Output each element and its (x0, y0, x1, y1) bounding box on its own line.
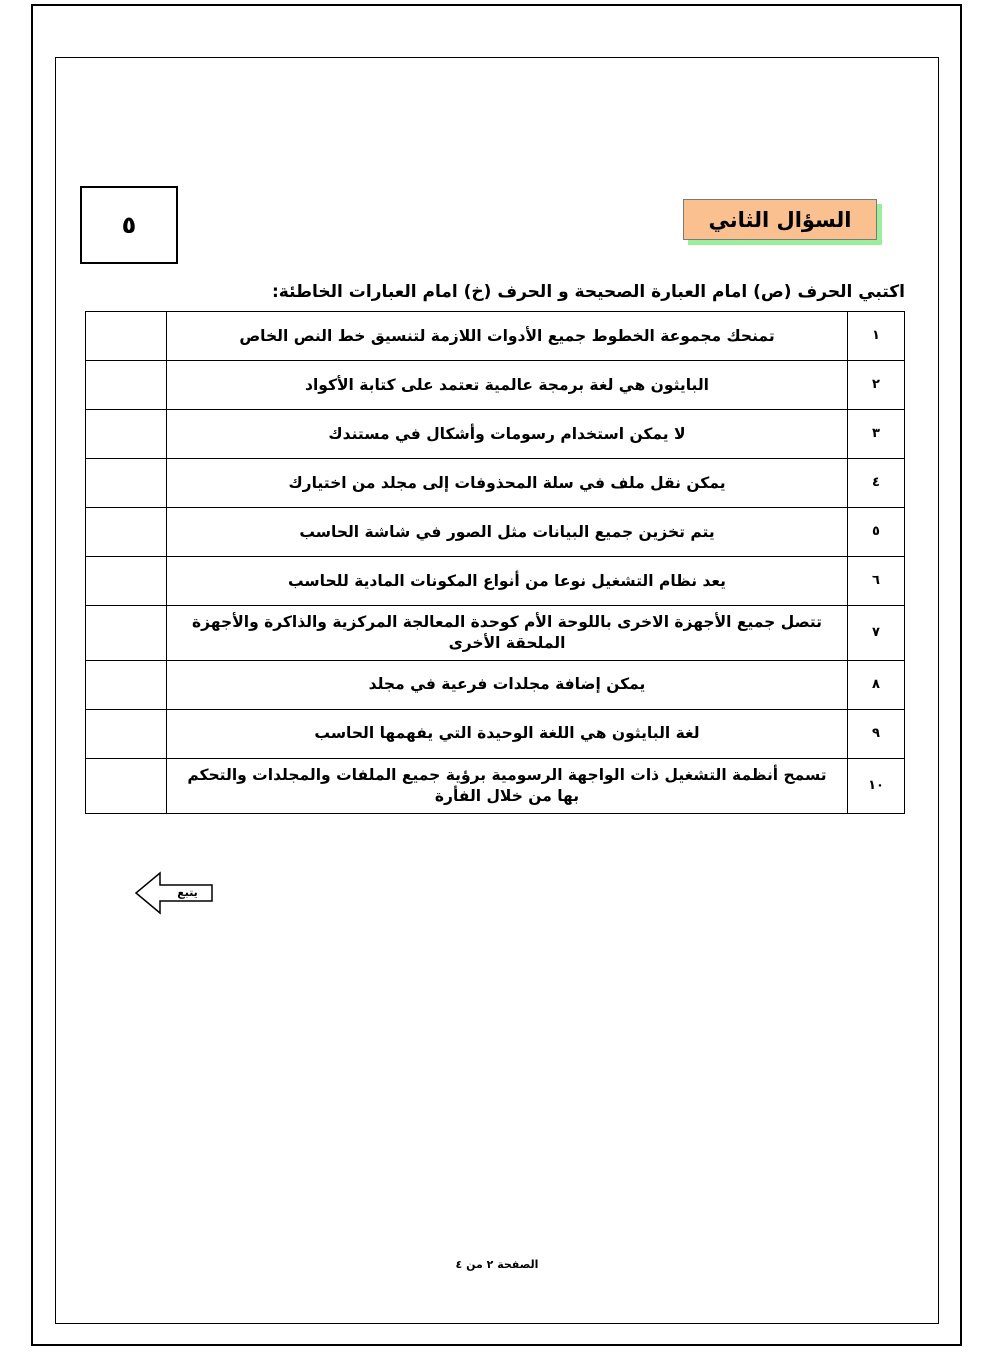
statements-table (85, 311, 905, 814)
row-answer[interactable] (86, 606, 167, 661)
row-number: ٦ (848, 557, 905, 606)
row-number: ٧ (848, 606, 905, 661)
row-number: ٥ (848, 508, 905, 557)
row-number: ١٠ (848, 758, 905, 813)
score-value: ٥ (121, 211, 137, 239)
row-statement: يتم تخزين جميع البيانات مثل الصور في شاشة الحاسب (167, 508, 848, 557)
row-answer[interactable] (86, 361, 167, 410)
page-footer: الصفحة ٢ من ٤ (455, 1258, 539, 1271)
row-statement: يمكن نقل ملف في سلة المحذوفات إلى مجلد من اختيارك (167, 459, 848, 508)
row-number: ٢ (848, 361, 905, 410)
question-banner (683, 199, 877, 240)
row-statement: يمكن إضافة مجلدات فرعية في مجلد (167, 660, 848, 709)
table-row (86, 312, 905, 361)
row-answer[interactable] (86, 410, 167, 459)
continue-label: يتبع (177, 886, 198, 899)
row-statement: يعد نظام التشغيل نوعا من أنواع المكونات المادية للحاسب (167, 557, 848, 606)
row-answer[interactable] (86, 508, 167, 557)
row-answer[interactable] (86, 709, 167, 758)
row-statement: تتصل جميع الأجهزة الاخرى باللوحة الأم كوحدة المعالجة المركزية والذاكرة والأجهزة الملحقة الأخرى (167, 606, 848, 661)
row-statement: لا يمكن استخدام رسومات وأشكال في مستندك (167, 410, 848, 459)
row-number: ٤ (848, 459, 905, 508)
row-statement: تمنحك مجموعة الخطوط جميع الأدوات اللازمة لتنسيق خط النص الخاص (167, 312, 848, 361)
row-statement: لغة البايثون هي اللغة الوحيدة التي يفهمها الحاسب (167, 709, 848, 758)
table-row (86, 557, 905, 606)
row-answer[interactable] (86, 758, 167, 813)
row-statement: البايثون هي لغة برمجة عالمية تعتمد على كتابة الأكواد (167, 361, 848, 410)
row-statement: تسمح أنظمة التشغيل ذات الواجهة الرسومية برؤية جميع الملفات والمجلدات والتحكم بها من خلال الفأرة (167, 758, 848, 813)
row-number: ١ (848, 312, 905, 361)
instruction-text: اكتبي الحرف (ص) امام العبارة الصحيحة و الحرف (خ) امام العبارات الخاطئة: (271, 282, 905, 302)
row-answer[interactable] (86, 459, 167, 508)
table-row (86, 361, 905, 410)
row-answer[interactable] (86, 312, 167, 361)
table-row (86, 606, 905, 661)
continue-arrow (133, 868, 215, 918)
question-banner-label: السؤال الثاني (708, 207, 852, 232)
table-row (86, 459, 905, 508)
table-row (86, 758, 905, 813)
statements-table-body (86, 312, 905, 814)
row-number: ٣ (848, 410, 905, 459)
row-answer[interactable] (86, 557, 167, 606)
table-row (86, 508, 905, 557)
row-number: ٩ (848, 709, 905, 758)
row-number: ٨ (848, 660, 905, 709)
row-answer[interactable] (86, 660, 167, 709)
table-row (86, 709, 905, 758)
score-box (80, 186, 178, 264)
table-row (86, 410, 905, 459)
table-row (86, 660, 905, 709)
